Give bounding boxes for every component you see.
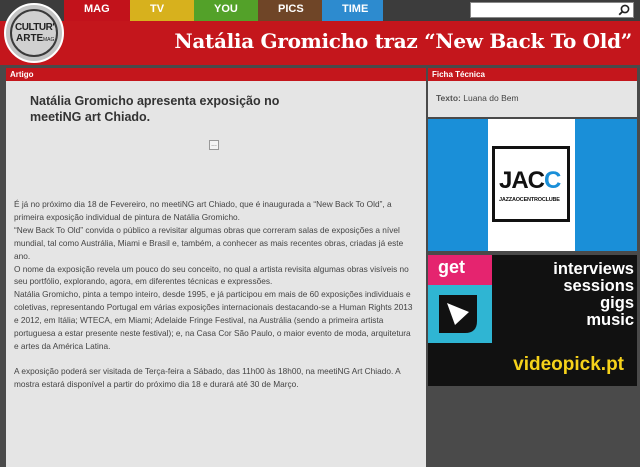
article-paragraph: Natália Gromicho, pinta a tempo inteiro, desde 1995, e já participou em mais de 60 exposições individuais e coletivas, representando Portugal em várias exposições internacionais destacando-se a Human Rights 2013 e 2012, em Itália; WTECA, em Miami; Adelaide Fringe Festival, na Austrália (sendo a primeira artista portuguesa a estar presente neste festival); e, na Casa Cor São Paulo, o maior evento de moda, arquitetura e artes da América Latina. — [14, 289, 413, 351]
article-paragraph: É já no próximo dia 18 de Fevereiro, no meetiNG art Chiado, que é inaugurada a “New Back To Old”, a primeira exposição individual de pintura de Natália Gromicho. — [14, 199, 392, 222]
videopick-ad-banner[interactable] — [428, 255, 637, 386]
article-body — [14, 198, 414, 391]
search-box — [470, 2, 634, 18]
logo-line-3: MAG — [43, 37, 55, 43]
search-input[interactable] — [474, 3, 614, 17]
jacc-logo — [492, 146, 570, 222]
videopick-icon-block — [428, 285, 492, 343]
article-image-placeholder: ... — [209, 140, 219, 150]
headline-bar — [0, 21, 640, 65]
jacc-logo-text: JACC — [499, 167, 561, 194]
nav-tab-tv[interactable]: TV — [130, 0, 194, 21]
article-paragraph: “New Back To Old” convida o público a revisitar algumas obras que correram salas de exposições a nível mundial, tal como Austrália, Miami e Brasil e, também, a conhecer as mais recentes obras, criadas já este ano. — [14, 224, 404, 261]
videopick-get-text: get — [438, 257, 465, 277]
videopick-word: interviews — [553, 260, 634, 278]
logo-line-1: CULTUR' — [15, 22, 55, 33]
videopick-play-icon — [433, 291, 483, 337]
ficha-author — [436, 93, 519, 103]
ficha-author-label: Texto: — [436, 93, 461, 103]
jacc-logo-subtitle: JAZZAOCENTROCLUBE — [499, 197, 560, 203]
logo-emblem — [10, 9, 58, 57]
site-logo[interactable] — [4, 3, 64, 63]
logo-line-2: ARTE — [16, 33, 44, 44]
videopick-word: sessions — [563, 277, 634, 295]
nav-tab-mag[interactable]: MAG — [64, 0, 130, 21]
videopick-get-block — [428, 255, 492, 285]
ficha-tecnica-panel — [428, 81, 637, 117]
article-paragraph: O nome da exposição revela um pouco do seu conceito, no qual a artista revisita algumas obras visíveis no seu portfólio, explorando, agora, em diferentes técnicas e expressões. — [14, 263, 409, 287]
article-panel — [6, 81, 426, 467]
article-paragraph: A exposição poderá ser visitada de Terça-feira a Sábado, das 11h00 às 18h00, na meetiNG Art Chiado. A mostra estará disponível a partir do próximo dia 18 e durará até 30 de Março. — [14, 365, 401, 389]
page-headline: Natália Gromicho traz “New Back To Old” — [174, 29, 632, 53]
ficha-author-value: Luana do Bem — [463, 93, 519, 103]
videopick-url: videopick.pt — [513, 354, 624, 375]
ficha-tecnica-header: Ficha Técnica — [428, 68, 637, 81]
nav-tab-pics[interactable]: PICS — [258, 0, 322, 21]
nav-tab-time[interactable]: TIME — [322, 0, 383, 21]
videopick-word: music — [586, 311, 634, 329]
search-icon[interactable] — [618, 4, 630, 16]
jacc-ad-banner[interactable] — [428, 119, 637, 251]
article-title: Natália Gromicho apresenta exposição no meetiNG art Chiado. — [30, 94, 280, 124]
nav-tab-you[interactable]: YOU — [194, 0, 258, 21]
article-section-header: Artigo — [6, 68, 426, 81]
videopick-words — [494, 261, 634, 329]
videopick-word: gigs — [600, 294, 634, 312]
